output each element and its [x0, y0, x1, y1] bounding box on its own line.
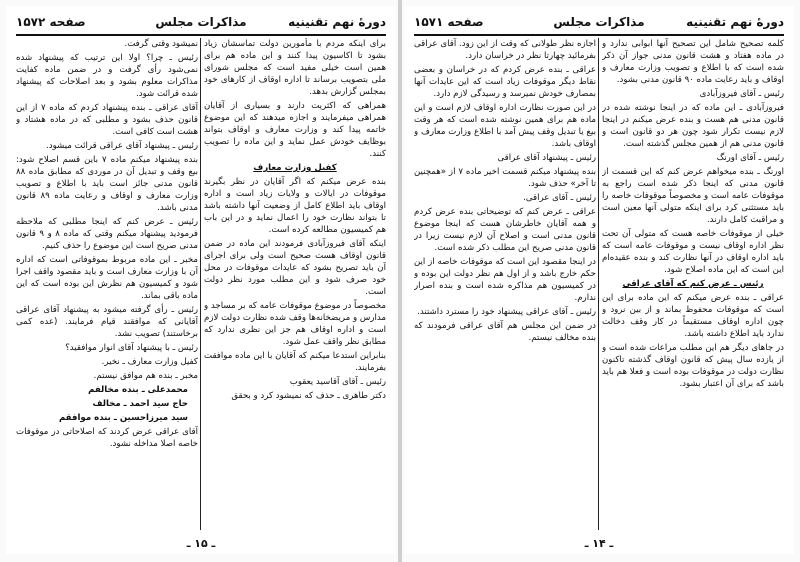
right-page [404, 6, 794, 554]
paragraph: در اینجا مقصود این است که موقوفات خاصه از این حکم خارج باشد و از اول هم نظر دولت این بوده و در کمیسیون هم مذاکره شده است و بنده اصرار ندارم. [414, 257, 596, 303]
session-title: دورهٔ نهم تقنینیه [686, 15, 784, 29]
paragraph: رئیس ـ چرا؟ اولا این ترتیب که پیشنهاد شده نمی‌شود رأی گرفت و در ضمن ماده کفایت مذاکرات معلوم بشود و بعد اصلاحات که پیشنهاد شده قرائت شود. [16, 53, 198, 99]
paragraph: اینکه آقای فیروزآبادی فرمودند این ماده در ضمن قانون اوقاف هست صحیح است ولی برای اجرای آن باید تصریح بشود که عایدات موقوفات در محل خود صرف شود و این مطلب مورد نظر دولت است. [204, 239, 386, 297]
paragraph: در این صورت نظارت اداره اوقاف لازم است و این ماده هم برای همین نوشته شده است که هر وقت بیع یا تبدیل وقف پیش آمد با اطلاع وزارت معارف و اوقاف باشد. [414, 103, 596, 149]
left-page-left-column [16, 38, 198, 530]
paragraph: نمیشود وقتی گرفت. [124, 39, 198, 49]
paragraph: بنابراین استدعا میکنم که آقایان با این ماده موافقت بفرمایند. [204, 351, 386, 373]
paragraph: برای اینکه مردم با مأمورین دولت تماسشان زیاد بشود تا اکاسیون پیدا کنند و این ماده هم برای همین است خیلی مفید است که مجلس شورای ملی بتصویب برساند تا اداره اوقاف از کارهای خود بمجلس گزارش بدهد. [204, 39, 386, 97]
paragraph: رئیس ـ پیشنهاد آقای عراقی [497, 153, 596, 163]
paragraph: رئیس ـ آقای فیروزآبادی [699, 89, 784, 99]
paragraph: رئیس ـ آقای آقاسید یعقوب [289, 377, 386, 387]
page-number: ـ ۱۵ ـ [186, 537, 216, 550]
column-divider [598, 38, 599, 530]
column-divider [200, 38, 201, 530]
paragraph: در جاهای دیگر هم این مطلب مراعات شده است و از یازده سال پیش که قانون اوقاف گذشته تاکنون نظارت دولت در موقوفات بوده است و فعلا هم باید باشد که برای آن اعتبار بشود. [602, 343, 784, 389]
paragraph: آقای عراقی ـ بنده پیشنهاد کردم که ماده ۷ از این قانون حذف بشود و مطلبی که در ماده هشتاد و هشت است کافی است. [16, 103, 198, 137]
book-gutter [398, 0, 402, 562]
paragraph: رئیس ـ عرض کنم که اینجا مطلبی که ملاحظه فرمودید پیشنهاد میکنم وقتی که ماده ۸ و ۹ قانون مدنی صریح است این موضوع را حذف کنیم. [16, 217, 198, 251]
paragraph: رئیس ـ رأی گرفته میشود به پیشنهاد آقای عراقی آقایانی که موافقند قیام فرمایند. (عده کمی برخاستند) تصویب نشد. [16, 305, 198, 339]
paragraph: فیروزآبادی ـ این ماده که در اینجا نوشته شده در قانون مدنی هم هست و بنده عرض میکنم در اینجا لازم نیست تکرار شود چون هر دو قانون است و قانون مدنی هم از همین مجلس گذشته است. [602, 103, 784, 149]
right-page-right-column [602, 38, 784, 530]
paragraph: رئیس ـ آقای اورنگ [716, 153, 784, 163]
session-title: دورهٔ نهم تقنینیه [288, 15, 386, 29]
paragraph: اورنگ ـ بنده میخواهم عرض کنم که این قسمت از قانون مدنی که اینجا ذکر شده است راجع به موقوفات عامه است و مخصوصاً موقوفات خاصه را باید مستثنی کرد برای اینکه متولی آنها معین است و مراقبت کامل دارند. [602, 167, 784, 225]
right-page-left-column [414, 38, 596, 530]
section-heading: کفیل وزارت معارف [253, 163, 337, 173]
vote-line: حاج سید احمد ـ مخالف [92, 399, 188, 409]
left-page-right-column [204, 38, 386, 530]
paragraph: آقای عراقی عرض کردند که اصلاحاتی در موقوفات خاصه اصلا مداخله نشود. [16, 427, 198, 449]
paragraph: عراقی ـ بنده عرض میکنم که این ماده برای این است که موقوفات محفوظ بماند و از بین نرود و چون اداره اوقاف مستقیماً در کار وقف دخالت ندارد باید اطلاع داشته باشد. [602, 293, 784, 339]
paragraph: دکتر طاهری ـ حذف که نمیشود کرد و بحقق [231, 391, 386, 401]
paragraph: عراقی ـ عرض کنم که توضیحاتی بنده عرض کردم و همه آقایان خاطرشان هست که اینجا موضوع قانون مدنی است و اصلاح آن لازم نیست زیرا در قانون مدنی صریح این مطلب ذکر شده است. [414, 207, 596, 253]
paragraph: بنده پیشنهاد میکنم ماده ۷ باین قسم اصلاح شود: بیع وقف و تبدیل آن در موردی که مطابق ماده ۸۸ قانون مدنی جائز است باید با اطلاع و تصویب وزارت معارف و اوقاف و رعایت ماده ۸۹ قانون مدنی باشد. [16, 155, 198, 213]
paragraph: اجازه نظر طولانی که وقت از این زود. آقای عراقی بفرمائید چهارتا نظر در خراسان دارد. [414, 39, 596, 61]
paragraph: رئیس ـ با پیشنهاد آقای انوار موافقید؟ [65, 343, 198, 353]
section-heading: رئیس ـ عرض کنم که آقای عراقی [622, 279, 764, 289]
paragraph: خیلی از موقوفات خاصه هست که متولی آن تحت نظر اداره اوقاف نیست و موقوفات عامه است که باید اداره اوقاف در آنها نظارت کند و بنده عقیده‌ام این است که این ماده اصلاح شود. [602, 229, 784, 275]
paragraph: بنده پیشنهاد میکنم قسمت اخیر ماده ۷ از «همچنین تا آخر» حذف شود. [414, 167, 596, 189]
paragraph: همراهی که اکثریت دارند و بسیاری از آقایان همراهی میفرمایند و اجازه میدهند که این موضوع خاتمه پیدا کند و وزارت معارف و اوقاف بتواند بوظایف خودش عمل نماید و این ماده را تصویب کنند. [204, 101, 386, 159]
paragraph: در ضمن این مجلس هم آقای عراقی فرمودند که بنده مخالف نیستم. [414, 321, 596, 343]
paragraph: مخبر ـ این ماده مربوط بموقوفاتی است که اداره آن با وزارت معارف است و باید مقصود واقف اجرا شود و کمیسیون هم نظرش این بوده است که این ماده باقی بماند. [16, 255, 198, 301]
vote-line: سید میرزاحسین ـ بنده موافقم [58, 413, 188, 423]
paragraph: کلمه تصحیح شامل این تصحیح آنها ابوابی ندارد و در ماده هفتاد و هشت قانون مدنی جواز آن ذکر شده است که با اطلاع و تصویب وزارت معارف و اوقاف و باید رعایت ماده ۹۰ قانون مدنی بشود. [602, 39, 784, 85]
paragraph: رئیس ـ آقای عراقی. [523, 193, 596, 203]
page-label: صفحه ۱۵۷۱ [414, 15, 484, 29]
right-page-header [414, 12, 784, 36]
page-label: صفحه ۱۵۷۲ [16, 15, 86, 29]
vote-line: محمدعلی ـ بنده مخالفم [88, 385, 188, 395]
paragraph: رئیس ـ آقای عراقی پیشنهاد خود را مسترد داشتند. [417, 307, 596, 317]
left-page [6, 6, 396, 554]
paragraph: مخبر ـ بنده هم موافق نیستم. [93, 371, 198, 381]
left-page-header [16, 12, 386, 36]
paragraph: کفیل وزارت معارف ـ نخیر. [101, 357, 198, 367]
paragraph: عراقی ـ بنده عرض کردم که در خراسان و بعضی نقاط دیگر موقوفات زیاد است که این عایدات آنها بمصارف خودش نمیرسد و رسیدگی لازم دارد. [414, 65, 596, 99]
paragraph: مخصوصاً در موضوع موقوفات عامه که بر مساجد و مدارس و مریضخانه‌ها وقف شده نظارت دولت لازم است و اداره اوقاف هم جز این نظری ندارد که مطابق نظر واقف عمل شود. [204, 301, 386, 347]
publication-title: مذاکرات مجلس [553, 15, 645, 29]
paragraph: رئیس ـ پیشنهاد آقای عراقی قرائت میشود. [46, 141, 198, 151]
publication-title: مذاکرات مجلس [155, 15, 247, 29]
page-number: ـ ۱۴ ـ [584, 537, 614, 550]
paragraph: بنده عرض میکنم که اگر آقایان در نظر بگیرند موقوفات در ایالات و ولایات زیاد است و اداره اوقاف باید اطلاع کامل از وضعیت آنها داشته باشد تا بتواند نظارت خود را اعمال نماید و در این باب هم کمیسیون مطالعه کرده است. [204, 177, 386, 235]
